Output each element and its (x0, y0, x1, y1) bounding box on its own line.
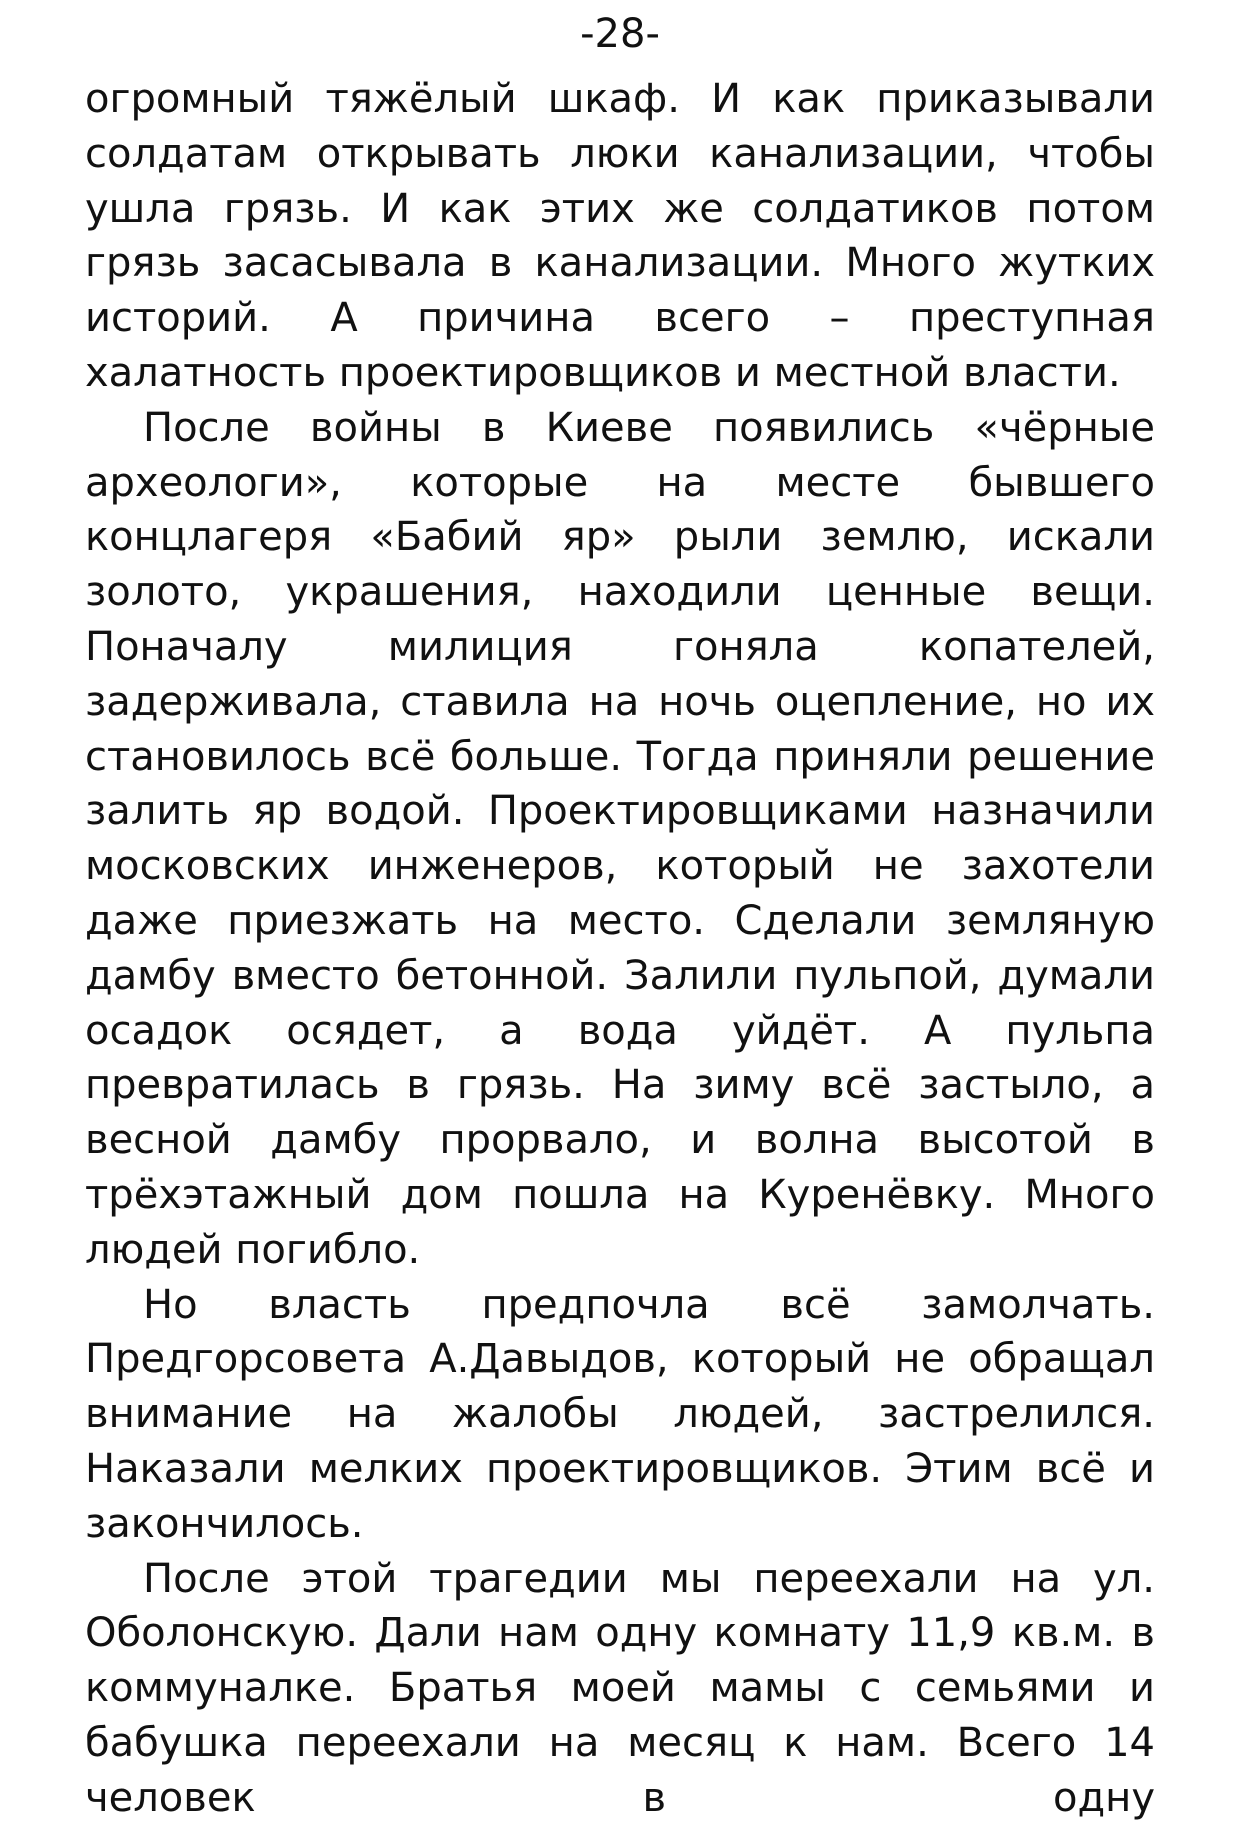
paragraph-black-archaeologists: После войны в Киеве появились «чёрные археологи», которые на месте бывшего концлагеря «Бабий яр» рыли землю, искали золото, украшения, находили ценные вещи. Поначалу милиция гоняла копателей, задерживала, ставила на ночь оцепление, но их становилось всё больше. Тогда приняли решение залить яр водой. Проектировщиками назначили московских инженеров, который не захотели даже приезжать на место. Сделали земляную дамбу вместо бетонной. Залили пульпой, думали осадок осядет, а вода уйдёт. А пульпа превратилась в грязь. На зиму всё застыло, а весной дамбу прорвало, и волна высотой в трёхэтажный дом пошла на Куренёвку. Много людей погибло. (85, 404, 1155, 1273)
paragraph-authorities-silence: Но власть предпочла всё замолчать. Предгорсовета А.Давыдов, который не обращал внимание на жалобы людей, застрелился. Наказали мелких проектировщиков. Этим всё и закончилось. (85, 1281, 1155, 1547)
paragraph-relocation: После этой трагедии мы переехали на ул. Оболонскую. Дали нам одну комнату 11,9 кв.м. в коммуналке. Братья моей мамы с семьями и бабушка переехали на месяц к нам. Всего 14 человек в одну (85, 1555, 1155, 1821)
page-number: -28- (580, 11, 660, 57)
body-text (85, 72, 1155, 1826)
paragraph-continuation: огромный тяжёлый шкаф. И как приказывали солдатам открывать люки канализации, чтобы ушла грязь. И как этих же солдатиков потом грязь засасывала в канализации. Много жутких историй. А причина всего – преступная халатность проектировщиков и местной власти. (85, 76, 1155, 396)
